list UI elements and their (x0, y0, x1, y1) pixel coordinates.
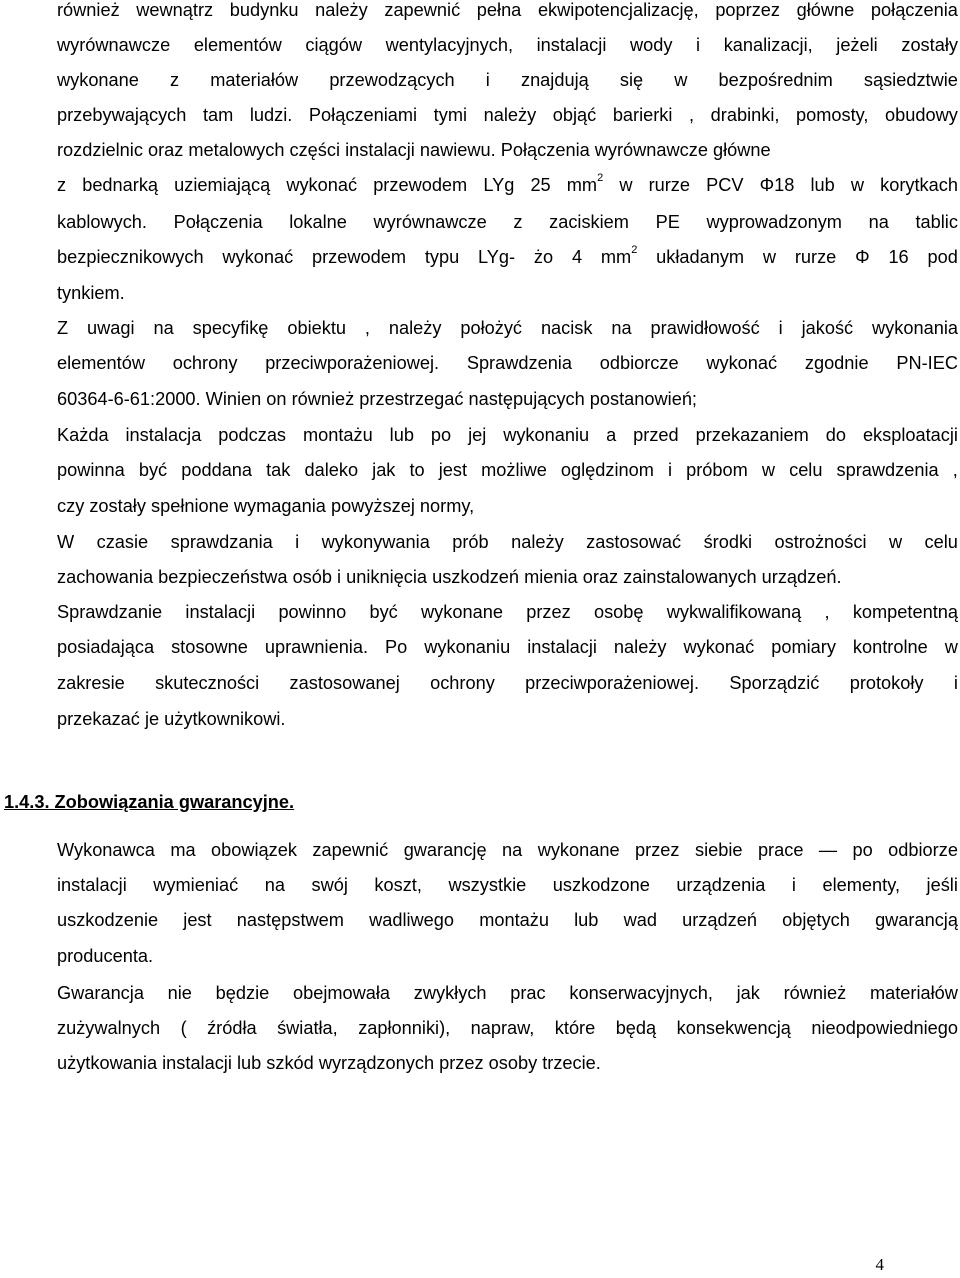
word: konsekwencją (676, 1018, 791, 1038)
section-text-line (57, 910, 958, 931)
word: jeżeli (836, 35, 878, 55)
word: uprawnienia. (264, 637, 369, 657)
word: na (611, 318, 632, 338)
word: ma (170, 840, 196, 860)
word: przeciwporażeniowej. (265, 353, 440, 373)
word: ostrożności (774, 532, 867, 552)
word: w (761, 460, 776, 480)
word: w (674, 70, 688, 90)
word: W (57, 532, 75, 552)
word: przebywających (57, 105, 187, 125)
word: przewodem (311, 247, 406, 267)
word: poprzez (715, 0, 781, 20)
word: kablowych. (57, 212, 147, 232)
word: tymi (433, 105, 468, 125)
word: wykonać (706, 353, 778, 373)
word: PE (655, 212, 680, 232)
word: przewodzących (329, 70, 455, 90)
word: pomiary (771, 637, 836, 657)
word: instalacji (57, 875, 127, 895)
text-line (57, 105, 958, 126)
word: 4 (571, 247, 583, 267)
text-line (57, 0, 958, 21)
section-text-line (57, 1018, 958, 1039)
word: zastosowanej (289, 673, 400, 693)
word: 16 (888, 247, 909, 267)
word: eksploatacji (862, 425, 958, 445)
word: instalacji (536, 35, 607, 55)
word: połączenia (870, 0, 958, 20)
word: rurze (648, 175, 691, 195)
text-line: tynkiem. (57, 283, 125, 303)
word: i (791, 875, 796, 895)
word: wyrównawcze (57, 35, 171, 55)
word: ciągów (305, 35, 363, 55)
word: wykonać (286, 175, 358, 195)
page-number: 4 (875, 1255, 884, 1274)
word: Każda (57, 425, 109, 445)
word: sprawdzania (170, 532, 273, 552)
word: ochrony (172, 353, 238, 373)
word: wentylacyjnych, (385, 35, 513, 55)
word: z (513, 212, 523, 232)
word: bezpośrednim (718, 70, 833, 90)
word: z (170, 70, 180, 90)
word: podczas (218, 425, 287, 445)
word: próbom (686, 460, 748, 480)
word: Połączeniami (308, 105, 418, 125)
word: konserwacyjnych, (569, 983, 713, 1003)
word: Po (385, 637, 408, 657)
word: położyć (460, 318, 523, 338)
word: PCV (706, 175, 744, 195)
word: również (783, 983, 847, 1003)
word: możliwe (481, 460, 547, 480)
word: lub (389, 425, 414, 445)
word: prób (452, 532, 489, 552)
word: przez (526, 602, 571, 622)
word: pod (927, 247, 958, 267)
word: być (138, 460, 168, 480)
word: jej (468, 425, 487, 445)
word: należy (613, 637, 667, 657)
word: lub (810, 175, 835, 195)
word: osobę (593, 602, 644, 622)
word: będą (615, 1018, 657, 1038)
word: jak (736, 983, 760, 1003)
word: montażu (302, 425, 373, 445)
word: nieodpowiedniego (811, 1018, 958, 1038)
word: jest (183, 910, 212, 930)
text-line (57, 70, 958, 91)
word: odbiorze (888, 840, 958, 860)
word: w (850, 175, 865, 195)
word: nacisk (540, 318, 593, 338)
word: rurze (794, 247, 837, 267)
word: źródła (207, 1018, 257, 1038)
word: kontrolne (852, 637, 928, 657)
word: zastosować (586, 532, 682, 552)
word: obejmowała (292, 983, 391, 1003)
word: i (668, 460, 673, 480)
word: zapewnić (312, 840, 389, 860)
word: barierki (612, 105, 673, 125)
word: korytkach (880, 175, 958, 195)
word: stosowne (171, 637, 248, 657)
word: specyfikę (192, 318, 269, 338)
word: wszystkie (448, 875, 527, 895)
section-text-line: użytkowania instalacji lub szkód wyrządzonych przez osoby trzecie. (57, 1053, 601, 1073)
word: celu (924, 532, 958, 552)
word: wyrównawcze (373, 212, 487, 232)
word: zwykłych (413, 983, 487, 1003)
word: elementów (57, 353, 145, 373)
text-line (57, 637, 958, 658)
word: wody (629, 35, 673, 55)
word: przez (635, 840, 680, 860)
word: objętych (782, 910, 850, 930)
word: wymieniać (153, 875, 239, 895)
text-line (57, 673, 958, 694)
word: Z (57, 318, 69, 338)
word: ekwipotencjalizację, (537, 0, 699, 20)
text-line: czy zostały spełnione wymagania powyższej normy, (57, 496, 475, 516)
word: sprawdzenia (836, 460, 939, 480)
word: drabinki, (710, 105, 780, 125)
word: należy (483, 105, 537, 125)
word: wykonywania (321, 532, 430, 552)
word: na (153, 318, 174, 338)
word: uszkodzenie (57, 910, 159, 930)
word: wykonać (683, 637, 755, 657)
word: oględzinom (560, 460, 654, 480)
word: Sprawdzanie (57, 602, 163, 622)
word: należy (315, 0, 368, 20)
word: wykonane (421, 602, 503, 622)
word: w (888, 532, 903, 552)
word: montażu (479, 910, 549, 930)
text-line (57, 244, 958, 268)
word: jakość (801, 318, 854, 338)
text-line (57, 353, 958, 374)
word: i (696, 35, 701, 55)
word: być (369, 602, 398, 622)
word: zapłonniki), (358, 1018, 451, 1038)
word: powinno (278, 602, 347, 622)
word: zużywalnych (57, 1018, 161, 1038)
word: LYg- (478, 247, 516, 267)
word: wykonane (537, 840, 620, 860)
word: typu (424, 247, 460, 267)
word: się (619, 70, 644, 90)
word: na (264, 875, 285, 895)
word: — (818, 840, 838, 860)
word: będzie (215, 983, 270, 1003)
word: ludzi. (249, 105, 293, 125)
word: skuteczności (155, 673, 260, 693)
word: wykonania (872, 318, 958, 338)
text-line: zachowania bezpieczeństwa osób i uniknięcia uszkodzeń mienia oraz zainstalowanych urządzeń. (57, 567, 842, 587)
word: tablic (915, 212, 958, 232)
text-line (57, 172, 958, 196)
word: główne (796, 0, 855, 20)
word: ochrony (430, 673, 495, 693)
word: $mm^2$ (600, 244, 638, 267)
word: powinna (57, 460, 125, 480)
word: wykonane (57, 70, 139, 90)
word: światła, (277, 1018, 338, 1038)
word: materiałów (210, 70, 299, 90)
word: elementy, (822, 875, 901, 895)
word: , (952, 460, 958, 480)
word: tam (202, 105, 234, 125)
word: na (502, 840, 523, 860)
word: Φ (855, 247, 870, 267)
word: Wykonawca (57, 840, 155, 860)
text-line (57, 35, 958, 56)
word: zaciskiem (549, 212, 629, 232)
word: to (409, 460, 425, 480)
word: gwarancją (875, 910, 958, 930)
word: ( (180, 1018, 187, 1038)
word: odbiorcze (599, 353, 679, 373)
word: , (364, 318, 370, 338)
word: zgodnie (804, 353, 869, 373)
word: na (868, 212, 889, 232)
word: poddana (181, 460, 253, 480)
word: przewodem (373, 175, 468, 195)
word: wykonać (222, 247, 294, 267)
section-text-line (57, 875, 958, 896)
word: obowiązek (211, 840, 297, 860)
word: z (57, 175, 67, 195)
text-line: przekazać je użytkownikowi. (57, 709, 286, 729)
word: wad (623, 910, 657, 930)
word: jak (372, 460, 396, 480)
word: sąsiedztwie (863, 70, 958, 90)
word: i (953, 673, 958, 693)
word: jeśli (926, 875, 958, 895)
word: środki (703, 532, 753, 552)
word: prawidłowość (650, 318, 760, 338)
word: Połączenia (173, 212, 263, 232)
word: kompetentną (852, 602, 958, 622)
word: i (485, 70, 490, 90)
word: $mm^2$ (566, 172, 604, 195)
word: siebie (694, 840, 743, 860)
section-text-line (57, 983, 958, 1004)
word: LYg (483, 175, 515, 195)
word: instalacji (527, 637, 597, 657)
word: które (554, 1018, 596, 1038)
word: po (430, 425, 452, 445)
word: wykonaniu (424, 637, 511, 657)
word: układanym (656, 247, 745, 267)
word: instalacji (185, 602, 256, 622)
word: gwarancję (403, 840, 487, 860)
word: uziemiającą (174, 175, 271, 195)
word: zostały (901, 35, 958, 55)
word: , (824, 602, 830, 622)
word: posiadająca (57, 637, 155, 657)
word: kanalizacji, (723, 35, 813, 55)
word: koszt, (374, 875, 422, 895)
section-text-line: producenta. (57, 946, 154, 966)
word: materiałów (869, 983, 958, 1003)
word: Gwarancja (57, 983, 144, 1003)
text-line (57, 425, 958, 446)
word: czasie (96, 532, 149, 552)
word: nie (167, 983, 192, 1003)
word: po (852, 840, 873, 860)
word: w (619, 175, 633, 195)
word: i (778, 318, 783, 338)
word: żo (533, 247, 554, 267)
word: wyprowadzonym (706, 212, 842, 232)
word: daleko (304, 460, 359, 480)
word: wykonaniu (503, 425, 590, 445)
word: uszkodzone (552, 875, 650, 895)
word: bezpiecznikowych (57, 247, 204, 267)
word: zapewnić (384, 0, 461, 20)
word: lokalne (289, 212, 347, 232)
word: budynku (229, 0, 299, 20)
word: objąć (552, 105, 597, 125)
word: tak (266, 460, 291, 480)
text-line (57, 318, 958, 339)
section-text-line (57, 840, 958, 861)
word: obiektu (287, 318, 346, 338)
word: napraw, (470, 1018, 535, 1038)
text-line: rozdzielnic oraz metalowych części instalacji nawiewu. Połączenia wyrównawcze główne (57, 140, 771, 160)
word: przeciwporażeniowej. (525, 673, 700, 693)
word: protokoły (849, 673, 924, 693)
word: instalacja (125, 425, 202, 445)
text-line (57, 212, 958, 233)
word: a (606, 425, 617, 445)
text-line (57, 602, 958, 623)
word: i (295, 532, 300, 552)
word: celu (789, 460, 823, 480)
word: następstwem (236, 910, 344, 930)
word: pomosty, (796, 105, 869, 125)
word: uwagi (87, 318, 135, 338)
word: Sporządzić (729, 673, 820, 693)
word: przekazaniem (695, 425, 809, 445)
word: w (944, 637, 958, 657)
word: prac (510, 983, 546, 1003)
word: wykwalifikowaną (666, 602, 802, 622)
word: swój (311, 875, 348, 895)
word: urządzenia (676, 875, 766, 895)
text-line (57, 460, 958, 481)
word: Sprawdzenia (466, 353, 572, 373)
word: wewnątrz (136, 0, 214, 20)
word: elementów (193, 35, 282, 55)
text-line (57, 532, 958, 553)
word: prace (757, 840, 804, 860)
word: również (57, 0, 120, 20)
word: w (762, 247, 777, 267)
word: urządzeń (682, 910, 757, 930)
word: znajdują (520, 70, 589, 90)
word: bednarką (82, 175, 159, 195)
word: zakresie (57, 673, 125, 693)
word: , (689, 105, 695, 125)
word: należy (388, 318, 442, 338)
word: Φ18 (759, 175, 795, 195)
word: pełna (476, 0, 522, 20)
word: PN-IEC (896, 353, 958, 373)
word: wadliwego (369, 910, 455, 930)
word: 25 (530, 175, 551, 195)
word: do (825, 425, 846, 445)
section-heading: 1.4.3. Zobowiązania gwarancyjne. (4, 792, 295, 812)
word: przed (633, 425, 679, 445)
word: obudowy (885, 105, 958, 125)
text-line: 60364-6-61:2000. Winien on również przestrzegać następujących postanowień; (57, 389, 697, 409)
word: należy (511, 532, 564, 552)
word: lub (574, 910, 599, 930)
word: jest (438, 460, 468, 480)
